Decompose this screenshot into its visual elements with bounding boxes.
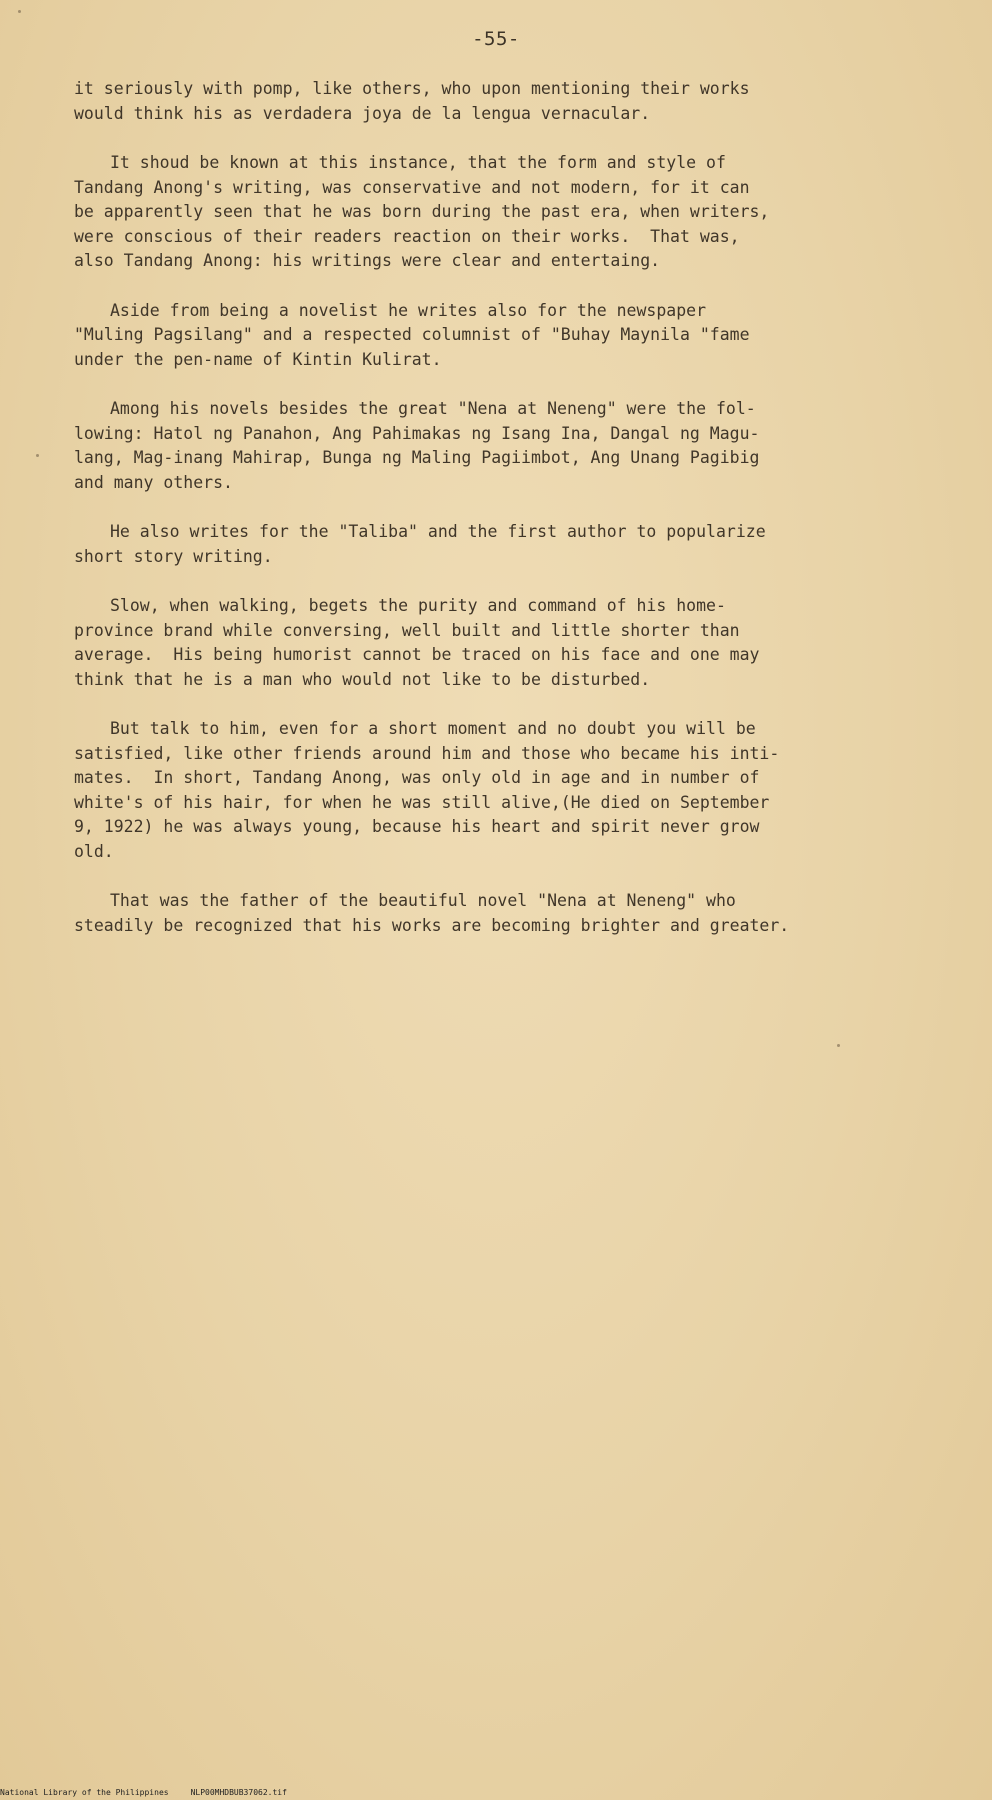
paragraph: [74, 77, 954, 126]
text-line: be apparently seen that he was born during the past era, when writers,: [74, 202, 770, 221]
text-line: short story writing.: [74, 546, 273, 566]
text-line: think that he is a man who would not like to be disturbed.: [74, 669, 651, 689]
text-line: also Tandang Anong: his writings were clear and entertaing.: [74, 251, 661, 270]
paragraph-gap: [74, 274, 954, 299]
text-line: province brand while conversing, well built and little shorter than: [74, 620, 740, 640]
text-line: white's of his hair, for when he was still alive,(He died on September: [74, 792, 770, 812]
text-line: old.: [74, 841, 114, 861]
paragraph-gap: [74, 692, 954, 717]
paragraph-gap: [74, 495, 954, 520]
text-line: Among his novels besides the great "Nena at Neneng" were the fol-: [110, 399, 756, 418]
text-line: 9, 1922) he was always young, because his heart and spirit never grow: [74, 817, 760, 836]
paragraph-gap: [74, 864, 954, 889]
text-line: were conscious of their readers reaction on their works. That was,: [74, 226, 740, 246]
footer-library: National Library of the Philippines: [0, 1788, 169, 1797]
scan-speck: [18, 10, 21, 13]
paragraph: [74, 717, 954, 864]
scan-footer: [0, 1788, 287, 1797]
text-line: That was the father of the beautiful novel "Nena at Neneng" who: [110, 891, 736, 910]
text-line: He also writes for the "Taliba" and the first author to popularize: [110, 522, 766, 541]
text-line: mates. In short, Tandang Anong, was only old in age and in number of: [74, 768, 760, 787]
text-line: lowing: Hatol ng Panahon, Ang Pahimakas ng Isang Ina, Dangal ng Magu-: [74, 423, 760, 443]
paragraph: [74, 299, 954, 373]
text-line: It shoud be known at this instance, that the form and style of: [110, 153, 726, 172]
text-line: it seriously with pomp, like others, who upon mentioning their works: [74, 79, 750, 98]
paragraph-gap: [74, 372, 954, 397]
document-body: [74, 77, 954, 938]
footer-filename: NLP00MHDBUB37062.tif: [190, 1788, 287, 1797]
paragraph: [74, 151, 954, 274]
text-line: Aside from being a novelist he writes also for the newspaper: [110, 300, 707, 320]
text-line: Slow, when walking, begets the purity and command of his home-: [110, 596, 726, 615]
text-line: But talk to him, even for a short moment and no doubt you will be: [110, 719, 756, 738]
page-number: -55-: [472, 28, 520, 50]
text-line: steadily be recognized that his works are becoming brighter and greater.: [74, 915, 790, 935]
text-line: lang, Mag-inang Mahirap, Bunga ng Maling Pagiimbot, Ang Unang Pagibig: [74, 448, 760, 467]
scan-speck: [837, 1044, 840, 1047]
text-line: and many others.: [74, 472, 233, 492]
text-line: would think his as verdadera joya de la lengua vernacular.: [74, 103, 651, 123]
paragraph: [74, 520, 954, 569]
paragraph-gap: [74, 126, 954, 151]
text-line: "Muling Pagsilang" and a respected columnist of "Buhay Maynila "fame: [74, 325, 750, 344]
paragraph: [74, 594, 954, 692]
paragraph: [74, 889, 954, 938]
scan-speck: [36, 454, 39, 457]
text-line: satisfied, like other friends around him and those who became his inti-: [74, 743, 780, 763]
paragraph-gap: [74, 569, 954, 594]
text-line: average. His being humorist cannot be traced on his face and one may: [74, 645, 760, 664]
text-line: under the pen-name of Kintin Kulirat.: [74, 349, 442, 369]
paragraph: [74, 397, 954, 495]
text-line: Tandang Anong's writing, was conservative and not modern, for it can: [74, 177, 750, 197]
